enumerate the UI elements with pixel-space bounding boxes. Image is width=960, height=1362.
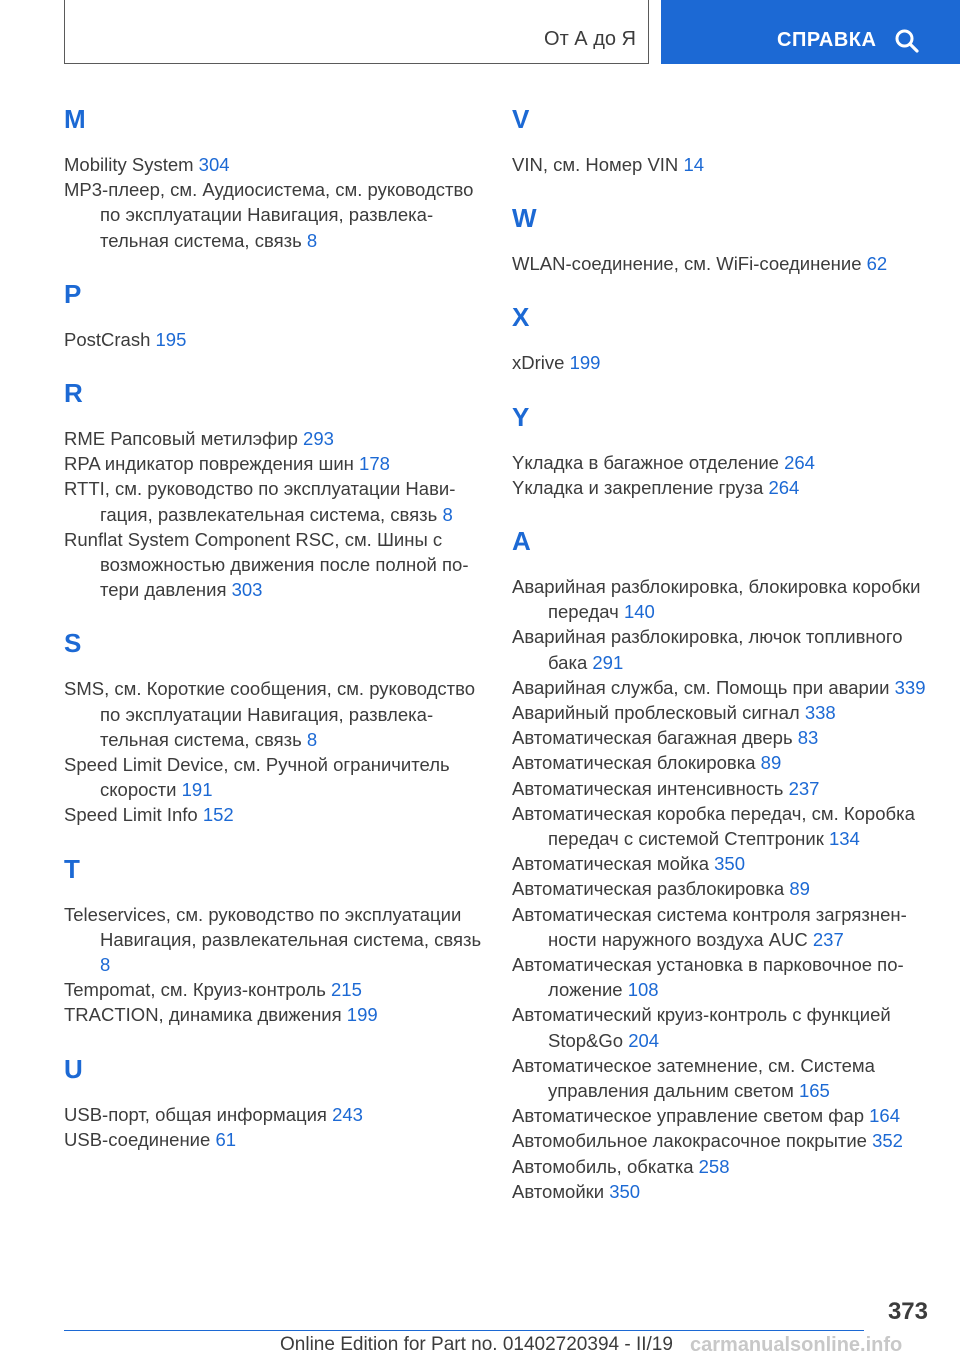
- index-entry-text: RME Рапсовый метилэфир: [64, 428, 304, 450]
- index-entry: [512, 902, 932, 952]
- index-entry: [64, 152, 484, 177]
- index-entry: [64, 752, 484, 802]
- watermark-text: carmanualsonline.info: [690, 1334, 903, 1356]
- index-entry-text: xDrive: [512, 352, 570, 374]
- index-entry: [512, 350, 932, 375]
- index-entry: [64, 527, 484, 603]
- page-link[interactable]: 89: [760, 752, 782, 774]
- index-entry-text: Автоматическая интенсивность: [512, 777, 789, 799]
- index-entry: [64, 426, 484, 451]
- page-link[interactable]: 243: [332, 1103, 363, 1125]
- index-entry-text: Автоматическая установка в парковочное положение: [512, 954, 904, 1001]
- index-entry-text: Автомойки: [512, 1180, 610, 1202]
- page-link[interactable]: 350: [714, 853, 745, 875]
- index-entry: [64, 327, 484, 352]
- page-link[interactable]: 89: [789, 878, 810, 900]
- index-entry-text: Runflat System Component RSC, см. Шины с возможностью движения после полной потери давления: [64, 528, 469, 601]
- page-link[interactable]: 14: [683, 154, 705, 175]
- index-entry: [64, 177, 484, 253]
- index-group: [512, 298, 932, 375]
- index-entry-text: WLAN-соединение, см. WiFi-соединение: [512, 253, 867, 275]
- page-link[interactable]: 140: [623, 601, 655, 623]
- index-entry: [512, 1053, 932, 1103]
- index-letter-heading: V: [512, 104, 530, 134]
- index-entry-text: Автомобильное лакокрасочное покрытие: [512, 1130, 873, 1152]
- index-entry-text: Speed Limit Device, см. Ручной ограничитель скорости: [64, 754, 450, 801]
- page-link[interactable]: 264: [768, 476, 800, 498]
- index-entry-text: Teleservices, см. руководство по эксплуатации Навигация, развлекательная система, связь: [64, 903, 482, 950]
- page-link[interactable]: 293: [303, 428, 334, 450]
- index-entry: [512, 725, 932, 750]
- index-entry: [512, 152, 932, 177]
- index-entry-text: Yкладка и закрепление груза: [512, 476, 769, 498]
- index-entry: [64, 451, 484, 476]
- index-entry: [64, 902, 484, 978]
- index-entry-text: Speed Limit Info: [64, 804, 203, 826]
- index-group: [64, 624, 484, 827]
- index-entry: [512, 851, 932, 876]
- page-link[interactable]: 191: [181, 779, 213, 801]
- index-letter-heading: T: [64, 853, 80, 884]
- search-icon[interactable]: [894, 28, 920, 54]
- index-entry: [512, 1154, 932, 1179]
- index-letter-heading: S: [64, 628, 82, 659]
- page-link[interactable]: 134: [828, 828, 860, 850]
- index-entry-text: RTTI, см. руководство по эксплуатации Навигация, развлекательная система, связь: [64, 478, 456, 525]
- page-link[interactable]: 165: [798, 1080, 830, 1102]
- page-link[interactable]: 291: [592, 651, 624, 673]
- page-link[interactable]: 83: [797, 727, 819, 749]
- index-entry-text: Автоматическая багажная дверь: [512, 727, 798, 749]
- page-link[interactable]: 164: [869, 1105, 901, 1127]
- index-entry: [64, 802, 484, 827]
- index-entry-text: Автоматическая разблокировка: [512, 878, 790, 900]
- page-link[interactable]: 8: [442, 503, 453, 525]
- index-group: [64, 374, 484, 602]
- index-entry: [64, 1102, 484, 1127]
- footer-divider: [64, 1330, 864, 1331]
- index-group: [512, 100, 932, 177]
- page-link[interactable]: 352: [872, 1130, 903, 1152]
- page-link[interactable]: 237: [788, 777, 820, 799]
- index-entry-text: Автоматический круиз-контроль с функцией Stop&Go: [512, 1004, 891, 1051]
- index-entry-text: VIN, см. Номер VIN: [512, 154, 684, 175]
- index-entry: [512, 1103, 932, 1128]
- page-link[interactable]: 199: [569, 352, 601, 374]
- index-entry-text: Аварийная разблокировка, блокировка коробки передач: [512, 576, 921, 623]
- index-entry-text: Автоматическая система контроля загрязненности наружного воздуха AUC: [512, 903, 907, 950]
- index-entry: [512, 776, 932, 801]
- edition-text: Online Edition for Part no. 01402720394 - II/19: [280, 1334, 673, 1355]
- index-group: [64, 100, 484, 253]
- index-letter-heading: A: [512, 526, 531, 557]
- index-entry: [512, 251, 932, 276]
- page-link[interactable]: 195: [155, 328, 187, 350]
- page-link[interactable]: 152: [202, 804, 234, 826]
- page-link[interactable]: 303: [231, 579, 263, 601]
- index-letter-heading: U: [64, 1053, 83, 1084]
- index-entry-text: Автоматическая блокировка: [512, 752, 761, 774]
- index-entry-text: Mobility System: [64, 154, 199, 175]
- index-entry: [512, 801, 932, 851]
- tab-a-to-z[interactable]: [64, 0, 649, 64]
- index-group: [512, 398, 932, 500]
- page-number: 373: [887, 1298, 928, 1325]
- page-link[interactable]: 237: [812, 928, 844, 950]
- page-link[interactable]: 8: [306, 728, 318, 750]
- index-letter-heading: R: [64, 378, 83, 409]
- index-entry-text: RPA индикатор повреждения шин: [64, 453, 360, 475]
- index-entry: [512, 952, 932, 1002]
- page-link[interactable]: 258: [698, 1155, 730, 1177]
- page-link[interactable]: 178: [359, 453, 390, 475]
- tab-a-to-z-label: От А до Я: [544, 28, 636, 50]
- page-link[interactable]: 264: [784, 451, 815, 473]
- page-link[interactable]: 338: [804, 702, 836, 724]
- page-link[interactable]: 61: [215, 1128, 237, 1150]
- index-group: [512, 199, 932, 276]
- index-entry-text: Автоматическое затемнение, см. Система управления дальним светом: [512, 1054, 875, 1102]
- index-entry-text: SMS, см. Короткие сообщения, см. руководство по эксплуатации Навигация, развлекательная система, связь: [64, 678, 476, 750]
- page-link[interactable]: 199: [346, 1004, 378, 1026]
- index-group: [64, 850, 484, 1028]
- index-column-right: [512, 100, 932, 1226]
- index-entry-text: Автоматическая коробка передач, см. Коробка передач с системой Стептроник: [512, 802, 915, 850]
- index-group: [512, 522, 932, 1204]
- index-group: [64, 1050, 484, 1152]
- index-entry: [512, 450, 932, 475]
- index-entry: [512, 624, 932, 674]
- index-letter-heading: M: [64, 104, 86, 134]
- index-entry: [64, 1002, 484, 1027]
- index-letter-heading: Y: [512, 401, 530, 432]
- page-link[interactable]: 304: [198, 154, 230, 175]
- page-link[interactable]: 108: [627, 979, 659, 1001]
- index-entry: [512, 1179, 932, 1204]
- index-entry: [512, 574, 932, 624]
- index-entry: [512, 1002, 932, 1052]
- page-link[interactable]: 215: [331, 979, 362, 1001]
- page-link[interactable]: 350: [609, 1180, 641, 1202]
- index-group: [64, 275, 484, 352]
- index-entry: [64, 476, 484, 526]
- index-entry: [512, 700, 932, 725]
- index-letter-heading: P: [64, 278, 82, 309]
- index-entry-text: Автоматическое управление светом фар: [512, 1105, 870, 1127]
- index-entry-text: Аварийный проблесковый сигнал: [512, 702, 805, 724]
- index-entry: [64, 1127, 484, 1152]
- index-entry-text: MP3-плеер, см. Аудиосистема, см. руководство по эксплуатации Навигация, развлекательная система, связь: [64, 179, 474, 251]
- page-link[interactable]: 8: [306, 229, 318, 251]
- index-entry: [512, 475, 932, 500]
- index-entry-text: Аварийная разблокировка, лючок топливного бака: [512, 626, 903, 673]
- index-entry-text: USB-порт, общая информация: [64, 1103, 333, 1125]
- index-entry: [512, 1128, 932, 1153]
- index-entry-text: Автомобиль, обкатка: [512, 1155, 699, 1177]
- index-entry: [512, 750, 932, 775]
- index-entry: [512, 675, 932, 700]
- index-entry-text: PostCrash: [64, 328, 156, 350]
- index-entry-text: Yкладка в багажное отделение: [512, 451, 785, 473]
- index-entry-text: Аварийная служба, см. Помощь при аварии: [512, 676, 895, 698]
- page-link[interactable]: 62: [866, 253, 888, 275]
- page-link[interactable]: 8: [100, 954, 111, 976]
- index-entry-text: USB-соединение: [64, 1128, 216, 1150]
- page-link[interactable]: 204: [628, 1029, 660, 1051]
- page-link[interactable]: 339: [894, 676, 926, 698]
- index-letter-heading: W: [512, 203, 537, 234]
- tab-help-label: СПРАВКА: [777, 29, 877, 51]
- index-entry-text: Tempomat, см. Круиз-контроль: [64, 979, 332, 1001]
- index-entry-text: Автоматическая мойка: [512, 853, 715, 875]
- index-entry-text: TRACTION, динамика движения: [64, 1004, 347, 1026]
- index-letter-heading: X: [512, 302, 530, 333]
- index-entry: [64, 977, 484, 1002]
- index-column-left: [64, 100, 484, 1174]
- index-entry: [512, 876, 932, 901]
- index-entry: [64, 676, 484, 752]
